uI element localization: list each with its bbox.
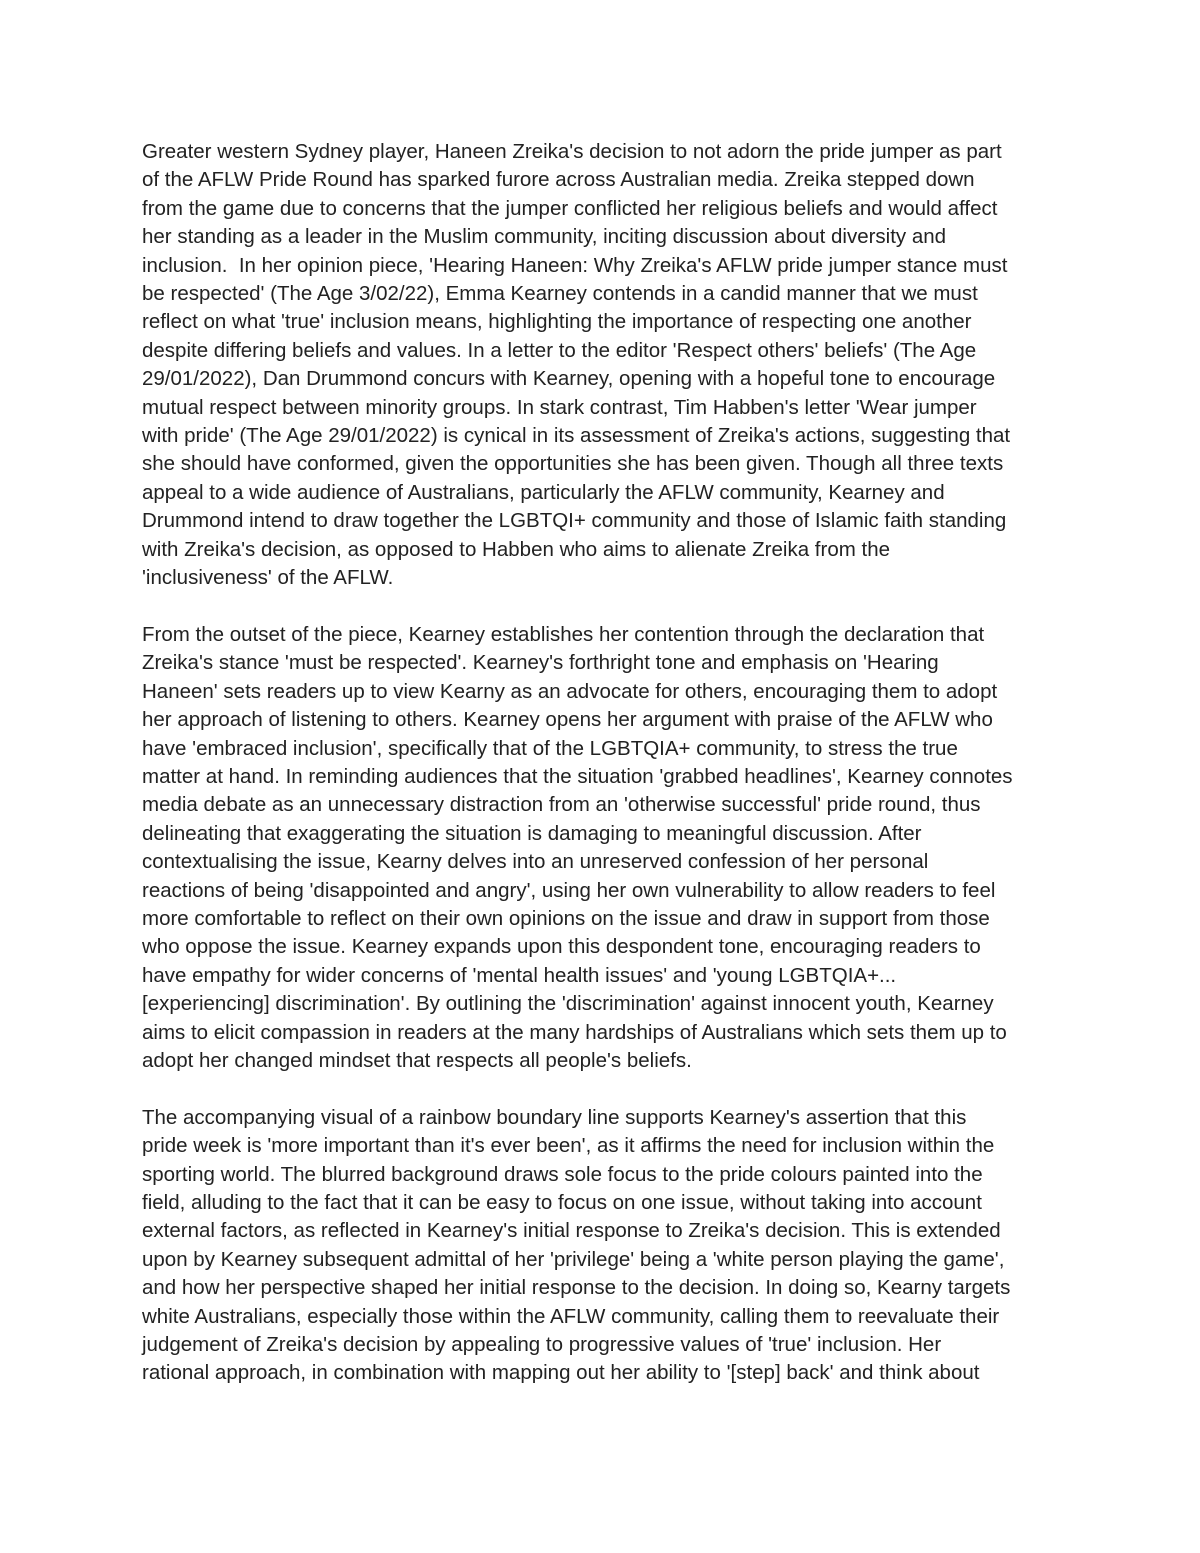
text-line: Drummond intend to draw together the LGBTQI+ community and those of Islamic faith standing [142,509,1007,533]
text-line: matter at hand. In reminding audiences that the situation 'grabbed headlines', Kearney connotes [142,764,1013,788]
text-line: with Zreika's decision, as opposed to Habben who aims to alienate Zreika from the [142,537,890,561]
text-line: delineating that exaggerating the situation is damaging to meaningful discussion. After [142,821,922,845]
text-line: adopt her changed mindset that respects all people's beliefs. [142,1048,692,1072]
text-line: she should have conformed, given the opportunities she has been given. Though all three texts [142,452,1004,476]
text-line: From the outset of the piece, Kearney establishes her contention through the declaration that [142,622,985,646]
text-line: have 'embraced inclusion', specifically that of the LGBTQIA+ community, to stress the true [142,736,958,760]
text-line: upon by Kearney subsequent admittal of her 'privilege' being a 'white person playing the game', [142,1247,1005,1271]
text-line: of the AFLW Pride Round has sparked furore across Australian media. Zreika stepped down [142,168,975,192]
text-line: her standing as a leader in the Muslim community, inciting discussion about diversity and [142,225,947,249]
text-line: from the game due to concerns that the jumper conflicted her religious beliefs and would affect [142,196,998,220]
text-line: and how her perspective shaped her initial response to the decision. In doing so, Kearny targets [142,1276,1011,1300]
text-line: Haneen' sets readers up to view Kearny as an advocate for others, encouraging them to adopt [142,679,998,703]
document-body [142,138,1082,1416]
text-line: reflect on what 'true' inclusion means, highlighting the importance of respecting one another [142,310,972,334]
text-line: inclusion. In her opinion piece, 'Hearing Haneen: Why Zreika's AFLW pride jumper stance must [142,253,1008,277]
text-line: Zreika's stance 'must be respected'. Kearney's forthright tone and emphasis on 'Hearing [142,651,939,675]
text-line: with pride' (The Age 29/01/2022) is cynical in its assessment of Zreika's actions, suggesting that [142,424,1011,448]
text-line: her approach of listening to others. Kearney opens her argument with praise of the AFLW who [142,708,993,732]
text-line: sporting world. The blurred background draws sole focus to the pride colours painted into the [142,1162,983,1186]
text-line: media debate as an unnecessary distraction from an 'otherwise successful' pride round, thus [142,793,981,817]
paragraph [142,1104,1082,1388]
text-line: external factors, as reflected in Kearney's initial response to Zreika's decision. This is extended [142,1219,1001,1243]
text-line: reactions of being 'disappointed and angry', using her own vulnerability to allow readers to feel [142,878,996,902]
text-line: The accompanying visual of a rainbow boundary line supports Kearney's assertion that this [142,1105,967,1129]
text-line: pride week is 'more important than it's ever been', as it affirms the need for inclusion within the [142,1134,995,1158]
paragraph [142,138,1082,593]
text-line: aims to elicit compassion in readers at the many hardships of Australians which sets them up to [142,1020,1007,1044]
text-line: be respected' (The Age 3/02/22), Emma Kearney contends in a candid manner that we must [142,282,978,306]
text-line: judgement of Zreika's decision by appealing to progressive values of 'true' inclusion. Her [142,1333,942,1357]
text-line: 29/01/2022), Dan Drummond concurs with Kearney, opening with a hopeful tone to encourage [142,367,996,391]
text-line: mutual respect between minority groups. In stark contrast, Tim Habben's letter 'Wear jumper [142,395,977,419]
text-line: 'inclusiveness' of the AFLW. [142,566,394,590]
text-line: Greater western Sydney player, Haneen Zreika's decision to not adorn the pride jumper as part [142,140,1002,163]
text-line: more comfortable to reflect on their own opinions on the issue and draw in support from those [142,906,990,930]
text-line: contextualising the issue, Kearny delves into an unreserved confession of her personal [142,850,929,874]
text-line: despite differing beliefs and values. In a letter to the editor 'Respect others' beliefs' (The Age [142,338,977,362]
text-line: [experiencing] discrimination'. By outlining the 'discrimination' against innocent youth, Kearney [142,992,994,1016]
text-line: field, alluding to the fact that it can be easy to focus on one issue, without taking into account [142,1191,982,1214]
paragraph [142,621,1082,1076]
text-line: have empathy for wider concerns of 'mental health issues' and 'young LGBTQIA+... [142,963,897,987]
text-line: white Australians, especially those within the AFLW community, calling them to reevaluate their [142,1304,1000,1328]
text-line: who oppose the issue. Kearney expands upon this despondent tone, encouraging readers to [142,935,981,959]
text-line: appeal to a wide audience of Australians, particularly the AFLW community, Kearney and [142,480,945,504]
text-line: rational approach, in combination with mapping out her ability to '[step] back' and think about [142,1361,980,1385]
